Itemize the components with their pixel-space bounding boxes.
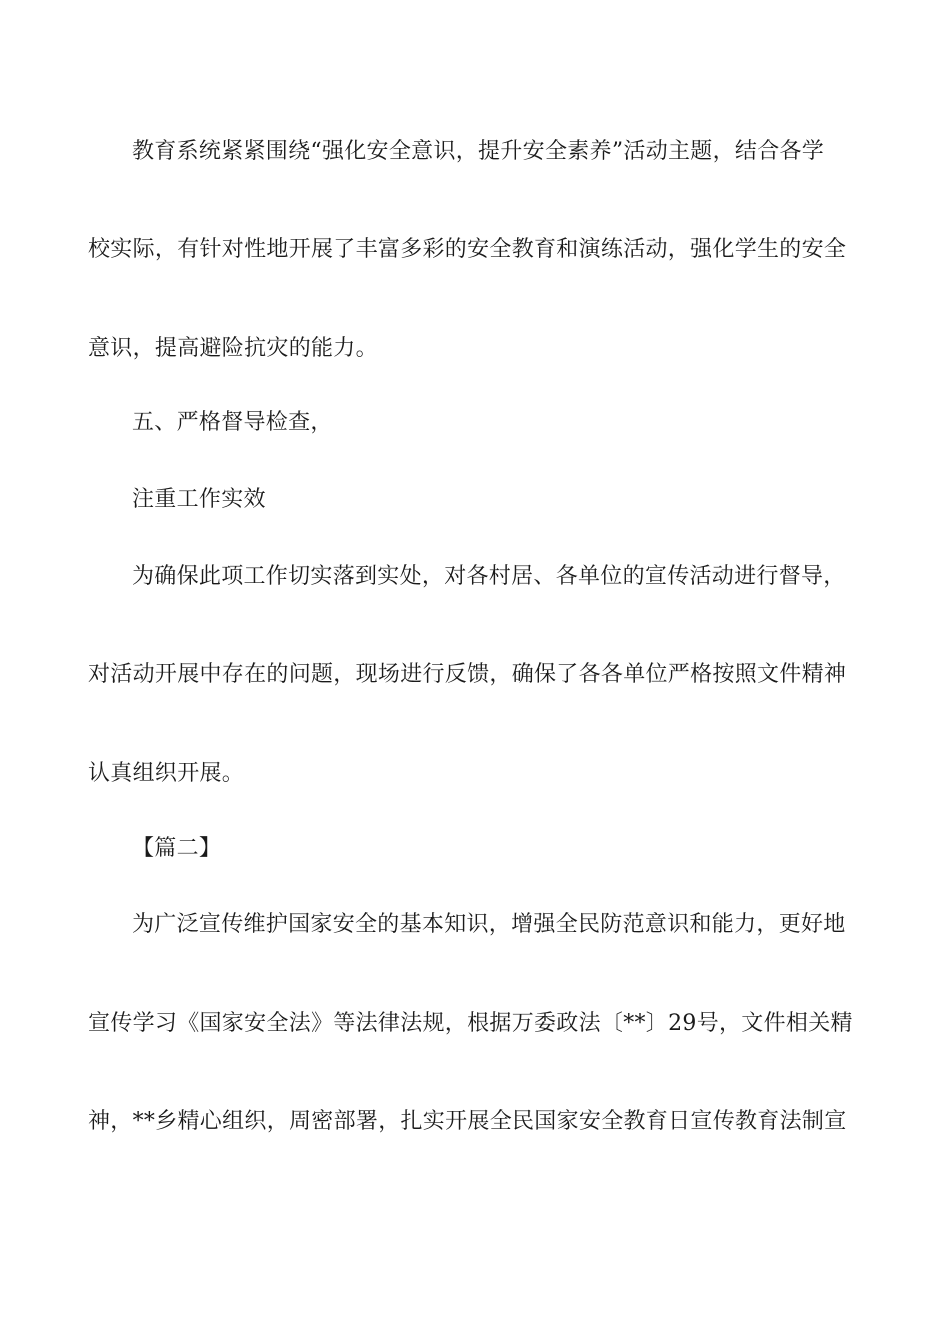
- paragraph-2-line-3: 认真组织开展。: [88, 761, 245, 786]
- paragraph-2-line-2: 对活动开展中存在的问题，现场进行反馈，确保了各各单位严格按照文件精神: [88, 662, 847, 687]
- paragraph-1-line-3: 意识，提高避险抗灾的能力。: [88, 336, 378, 361]
- section-heading-5: 五、严格督导检查，: [132, 410, 333, 435]
- paragraph-3-line-1: 为广泛宣传维护国家安全的基本知识，增强全民防范意识和能力，更好地: [132, 912, 846, 937]
- part-two-heading: 【篇二】: [132, 836, 222, 861]
- paragraph-3-line-2: 宣传学习《国家安全法》等法律法规，根据万委政法〔**〕29号，文件相关精: [88, 1011, 853, 1036]
- section-heading-5-continued: 注重工作实效: [132, 487, 266, 512]
- paragraph-1-line-2: 校实际，有针对性地开展了丰富多彩的安全教育和演练活动，强化学生的安全: [88, 237, 847, 262]
- paragraph-2-line-1: 为确保此项工作切实落到实处，对各村居、各单位的宣传活动进行督导，: [132, 564, 846, 589]
- paragraph-1-line-1: 教育系统紧紧围绕“强化安全意识，提升安全素养”活动主题，结合各学: [132, 139, 825, 164]
- paragraph-3-line-3: 神，**乡精心组织，周密部署，扎实开展全民国家安全教育日宣传教育法制宣: [88, 1109, 847, 1134]
